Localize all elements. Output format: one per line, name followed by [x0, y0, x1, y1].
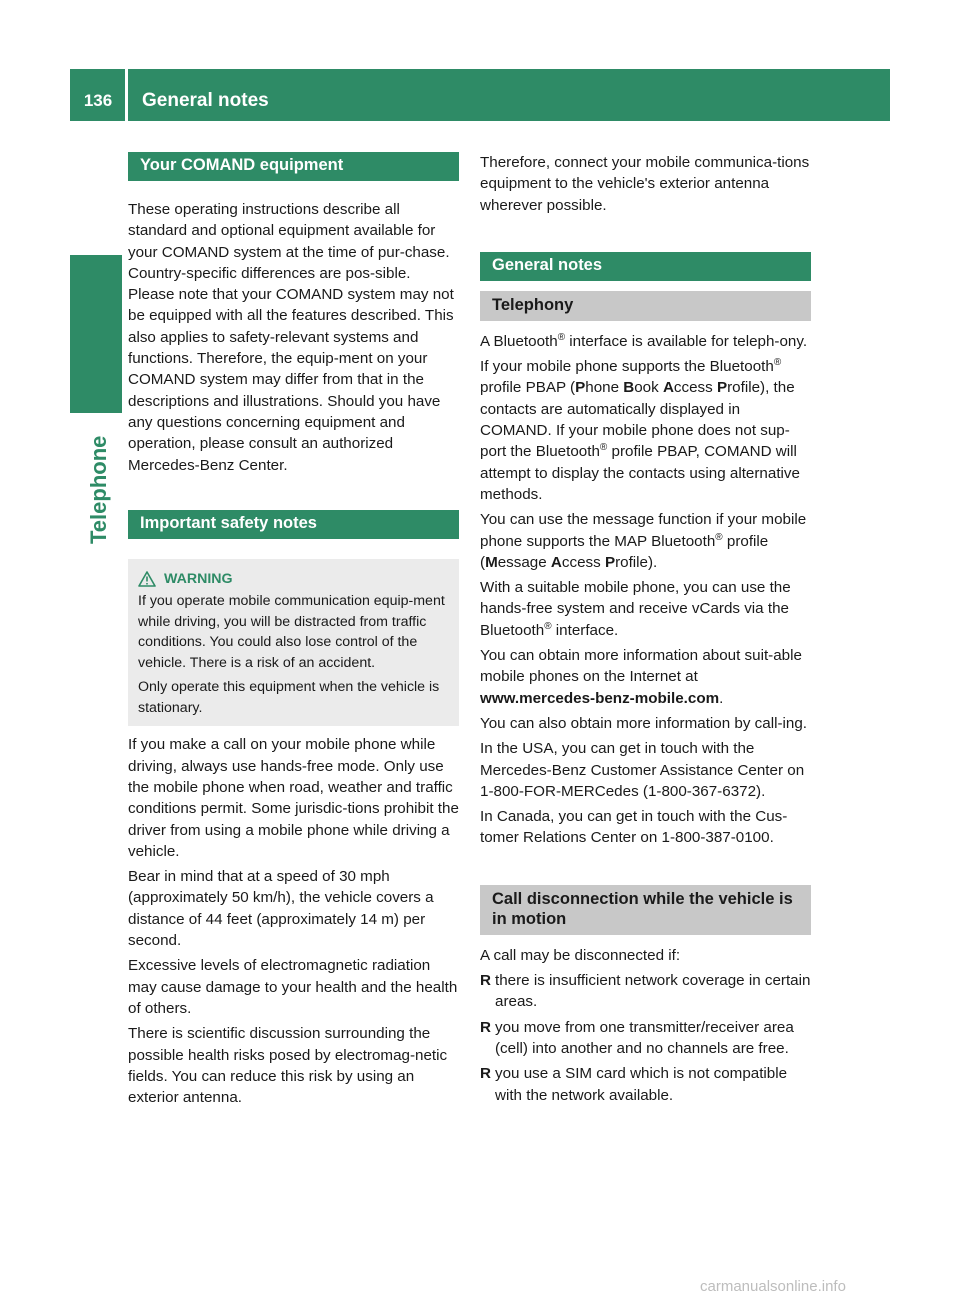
list-item: R you use a SIM card which is not compatible with the network available. — [480, 1065, 788, 1104]
section-title: General notes — [142, 90, 269, 111]
bullet-marker: R — [480, 1065, 491, 1083]
heading-important-safety-notes: Important safety notes — [128, 510, 459, 539]
warning-label: WARNING — [164, 570, 233, 587]
calling-paragraph: You can also obtain more information by call-ing. — [480, 714, 807, 732]
warning-box — [128, 559, 459, 727]
safety-paragraph-hands-free: If you make a call on your mobile phone while driving, always use hands-free mode. Only use the mobile phone when road, weather and traffic conditions permit. Some jurisdic-tions prohibit the driver from using a mobile phone while driving a vehicle. — [128, 736, 459, 860]
antenna-paragraph: Therefore, connect your mobile communica-tions equipment to the vehicle's exterior antenna wherever possible. — [480, 154, 810, 214]
disconnect-intro: A call may be disconnected if: — [480, 946, 681, 964]
list-item: R there is insufficient network coverage in certain areas. — [480, 972, 811, 1011]
heading-your-comand-equipment: Your COMAND equipment — [128, 152, 459, 181]
safety-paragraph-speed: Bear in mind that at a speed of 30 mph (approximately 50 km/h), the vehicle covers a distance of 44 feet (approximately 14 m) per second. — [128, 868, 434, 950]
heading-general-notes: General notes — [480, 252, 811, 281]
warning-instruction: Only operate this equipment when the vehicle is stationary. — [138, 679, 440, 716]
warning-title — [138, 569, 451, 590]
bullet-marker: R — [480, 972, 491, 990]
warning-triangle-icon — [138, 571, 156, 587]
chapter-label: Telephone — [86, 435, 111, 544]
bluetooth-paragraph: A Bluetooth® interface is available for teleph-ony. — [480, 331, 808, 350]
list-item: R you move from one transmitter/receiver area (cell) into another and no channels are free. — [480, 1018, 794, 1057]
chapter-tab-block — [70, 255, 122, 413]
header-divider — [125, 69, 128, 121]
map-paragraph: You can use the message function if your mobile phone supports the MAP Bluetooth® profile (Message Access Profile). — [480, 511, 807, 571]
safety-paragraph-radiation: Excessive levels of electromagnetic radiation may cause damage to your health and the health of others. — [128, 957, 458, 1017]
equipment-paragraph: These operating instructions describe all standard and optional equipment available for your COMAND system at the time of pur-chase. Country-specific differences are pos-sible. Please note that your COMAND system may not be equipped with all the features described. This also applies to safety-relevant systems and functions. Therefore, the equip-ment on your COMAND system may differ from that in the descriptions and illustrations. Should you have any questions concerning equipment and operation, please consult an authorized Mercedes-Benz Center. — [128, 201, 454, 474]
canada-contact-paragraph: In Canada, you can get in touch with the Cus-tomer Relations Center on 1-800-387-0100. — [480, 808, 788, 847]
safety-paragraph-antenna: There is scientific discussion surrounding the possible health risks posed by electromag-netic fields. You can reduce this risk by using an exterior antenna. — [128, 1025, 448, 1107]
pbap-paragraph: If your mobile phone supports the Bluetooth® profile PBAP (Phone Book Access Profile), the contacts are automatically displayed in COMAND. If your mobile phone does not sup-port the Bluetooth® profile PBAP, COMAND will attempt to display the contacts using alternative methods. — [480, 357, 800, 503]
page-number: 136 — [83, 91, 113, 110]
heading-call-disconnection: Call disconnection while the vehicle is in motion — [480, 885, 811, 935]
warning-text: If you operate mobile communication equip-ment while driving, you will be distracted from traffic conditions. You could also lose control of the vehicle. There is a risk of an accident. — [138, 593, 445, 671]
bullet-marker: R — [480, 1018, 491, 1036]
watermark: carmanualsonline.info — [700, 1278, 846, 1295]
website-url: www.mercedes-benz-mobile.com — [480, 689, 720, 707]
disconnect-reasons-list — [480, 970, 811, 1106]
left-column — [128, 152, 459, 1112]
heading-telephony: Telephony — [480, 291, 811, 321]
registered-mark: ® — [557, 331, 566, 343]
usa-contact-paragraph: In the USA, you can get in touch with the Mercedes-Benz Customer Assistance Center on 1-800-FOR-MERCedes (1-800-367-6372). — [480, 740, 805, 800]
vcards-paragraph: With a suitable mobile phone, you can use the hands-free system and receive vCards via the Bluetooth® interface. — [480, 579, 791, 639]
right-column — [480, 152, 811, 1110]
internet-paragraph: You can obtain more information about suit-able mobile phones on the Internet at www.mercedes-benz-mobile.com. — [480, 647, 802, 707]
